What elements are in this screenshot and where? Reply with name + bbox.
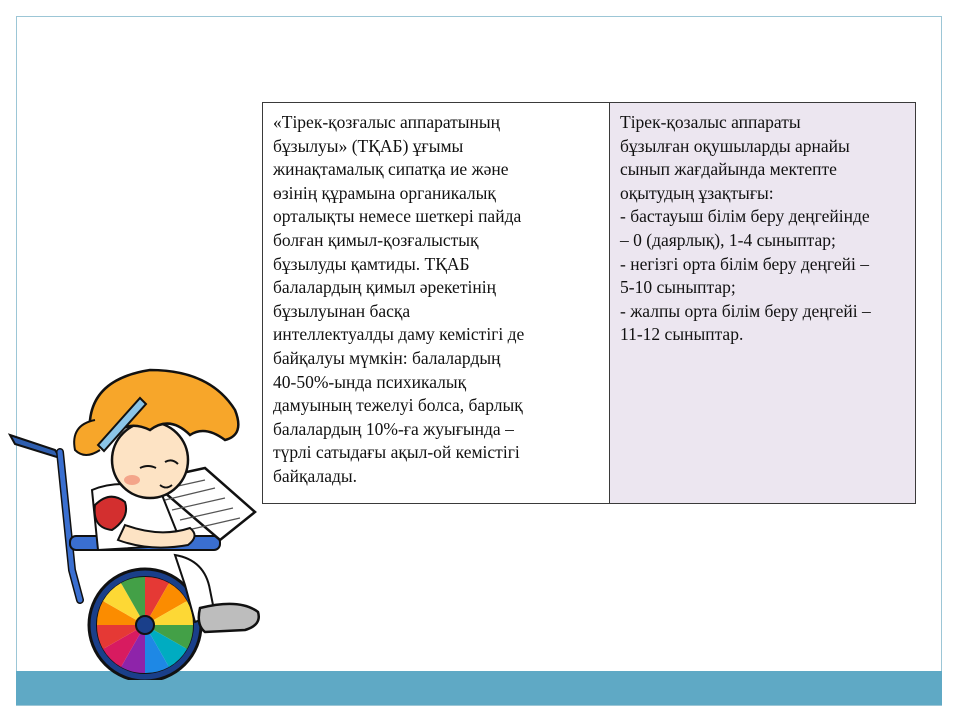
definition-line: дамуының тежелуі болса, барлық — [273, 395, 523, 416]
duration-line: Тірек-қозалыс аппараты — [620, 112, 801, 132]
definition-line: бұзылуы» (ТҚАБ) ұғымы — [273, 135, 464, 156]
definition-line: 40-50%-ында психикалық — [273, 371, 467, 392]
duration-line: - негізгі орта білім беру деңгейі – — [620, 253, 869, 274]
duration-line: сынып жағдайында мектепте — [620, 159, 837, 180]
definition-line: жинақтамалық сипатқа ие және — [273, 159, 509, 180]
duration-line: - жалпы орта білім беру деңгейі – — [620, 300, 871, 321]
duration-line: – 0 (даярлық), 1-4 сыныптар; — [620, 229, 836, 250]
table-row — [263, 103, 916, 504]
duration-line: оқытудың ұзақтығы: — [620, 182, 774, 203]
definition-line: балалардың 10%-ға жуығында – — [273, 418, 514, 439]
child-in-wheelchair-reading-icon — [0, 340, 270, 680]
definition-line: бұзылуды қамтиды. ТҚАБ — [273, 253, 470, 274]
definition-line: байқалуы мүмкін: балалардың — [273, 347, 501, 368]
definition-line: түрлі сатыдағы ақыл-ой кемістігі — [273, 442, 520, 463]
definition-line: байқалады. — [273, 465, 357, 486]
info-table — [262, 102, 916, 504]
duration-line: 5-10 сыныптар; — [620, 277, 736, 298]
definition-line: болған қимыл-қозғалыстық — [273, 229, 479, 250]
definition-line: балалардың қимыл әрекетінің — [273, 277, 496, 298]
definition-line: бұзылуынан басқа — [273, 300, 411, 321]
definition-line: «Тірек-қозғалыс аппаратының — [273, 112, 501, 132]
definition-line: интеллектуалды даму кемістігі де — [273, 324, 525, 345]
duration-cell — [610, 103, 916, 504]
definition-line: орталықты немесе шеткері пайда — [273, 206, 522, 227]
duration-line: - бастауыш білім беру деңгейінде — [620, 206, 870, 227]
definition-cell — [263, 103, 610, 504]
definition-line: өзінің құрамына органикалық — [273, 182, 496, 203]
duration-line: 11-12 сыныптар. — [620, 324, 744, 345]
duration-line: бұзылған оқушыларды арнайы — [620, 135, 850, 156]
